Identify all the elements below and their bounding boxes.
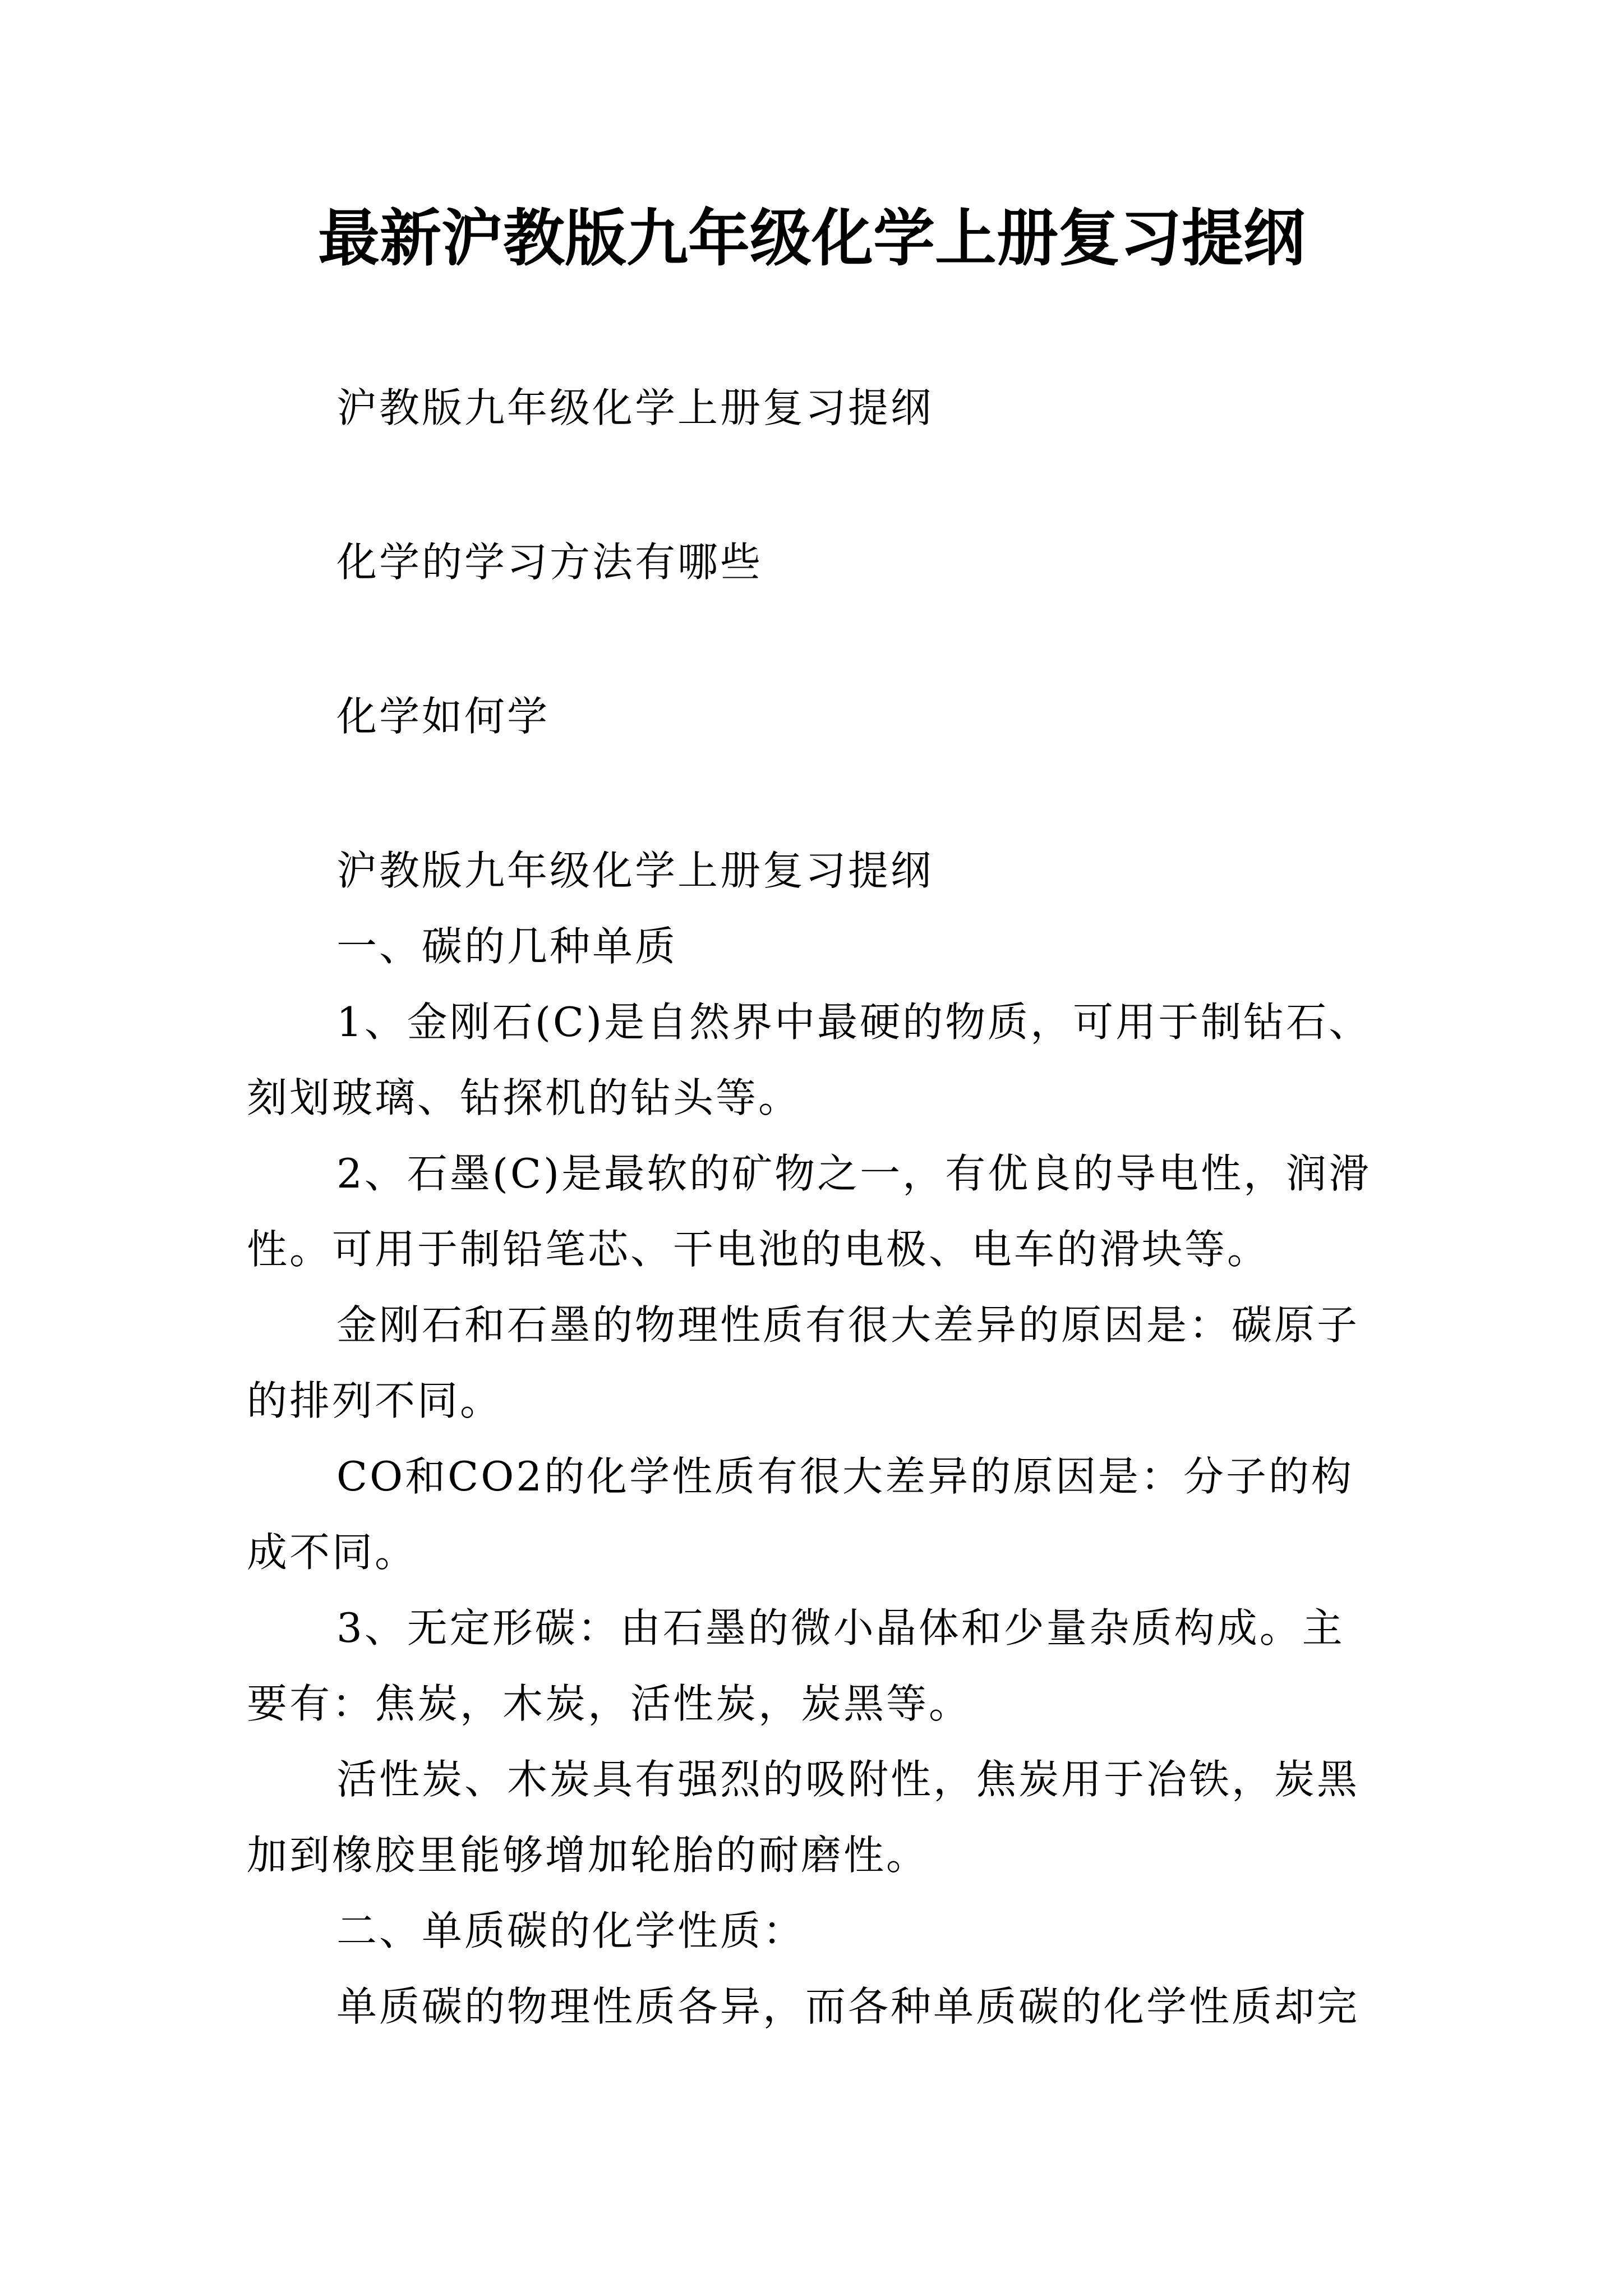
paragraph: 一、碳的几种单质 — [336, 923, 678, 970]
paragraph: 2、石墨(C)是最软的矿物之一，有优良的导电性，润滑性。可用于制铅笔芯、干电池的电极、电车的滑块等。 — [247, 1150, 1372, 1273]
paragraph: 二、单质碳的化学性质： — [336, 1907, 806, 1954]
document-title: 最新沪教版九年级化学上册复习提纲 — [318, 202, 1305, 274]
paragraph: 活性炭、木炭具有强烈的吸附性，焦炭用于冶铁，炭黑加到橡胶里能够增加轮胎的耐磨性。 — [247, 1756, 1360, 1879]
paragraph: CO和CO2的化学性质有很大差异的原因是：分子的构成不同。 — [247, 1453, 1354, 1576]
paragraph: 化学如何学 — [336, 693, 550, 740]
paragraph: 沪教版九年级化学上册复习提纲 — [336, 847, 934, 894]
paragraph: 3、无定形碳：由石墨的微小晶体和少量杂质构成。主要有：焦炭，木炭，活性炭，炭黑等。 — [247, 1604, 1345, 1727]
paragraph: 金刚石和石墨的物理性质有很大差异的原因是：碳原子的排列不同。 — [247, 1301, 1360, 1424]
paragraph: 化学的学习方法有哪些 — [336, 539, 763, 586]
paragraph: 单质碳的物理性质各异，而各种单质碳的化学性质却完 — [336, 1983, 1360, 2030]
paragraph: 沪教版九年级化学上册复习提纲 — [336, 384, 934, 431]
paragraph: 1、金刚石(C)是自然界中最硬的物质，可用于制钻石、刻划玻璃、钻探机的钻头等。 — [247, 999, 1372, 1121]
